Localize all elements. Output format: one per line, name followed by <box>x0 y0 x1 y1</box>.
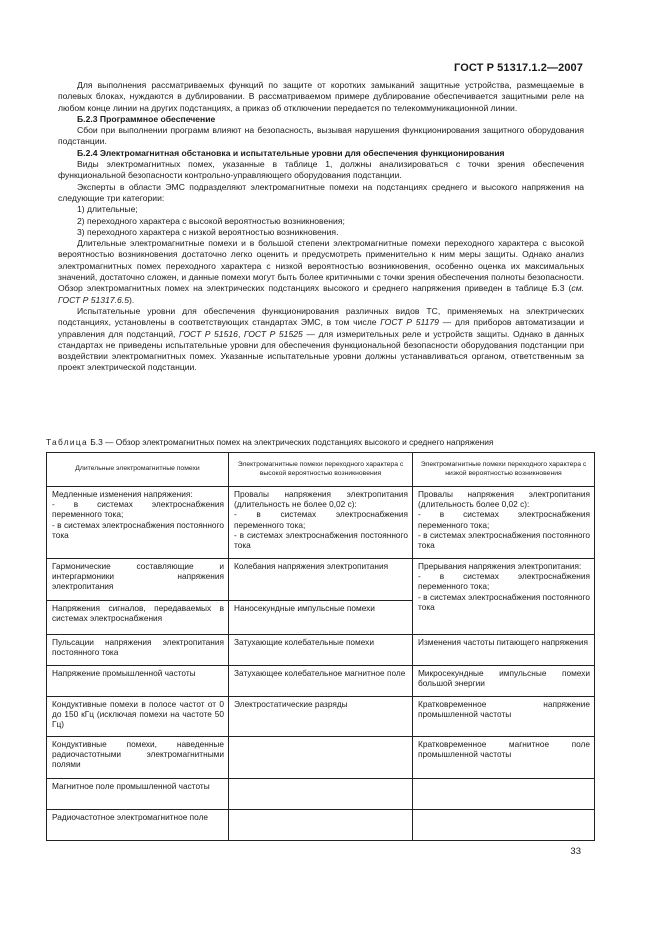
paragraph: Сбои при выполнении программ влияют на безопасность, вызывая нарушения функционирования защитного оборудования подстанции. <box>58 125 584 147</box>
list-item: 1) длительные; <box>77 204 138 215</box>
paragraph <box>58 306 584 374</box>
table-cell: Магнитное поле промышленной частоты <box>47 779 229 810</box>
table-cell <box>229 810 413 841</box>
table-cell: Радиочастотное электромагнитное поле <box>47 810 229 841</box>
page-number: 33 <box>570 846 581 857</box>
standard-reference: ГОСТ Р 51179 <box>380 317 439 328</box>
list-item: 3) переходного характера с низкой вероятностью возникновения. <box>77 226 339 237</box>
column-header: Электромагнитные помехи переходного характера с низкой вероятностью возникновения <box>413 453 595 487</box>
table-cell: Электростатические разряды <box>229 697 413 737</box>
table-cell: Гармонические составляющие и интергармоники напряжения электропитания <box>47 559 229 601</box>
cell-line: Провалы напряжения электропитания (длительность более 0,02 с): <box>418 489 590 510</box>
table-cell <box>413 810 595 841</box>
table-row <box>47 635 595 666</box>
table-cell <box>229 487 413 559</box>
text-run: , <box>237 328 244 339</box>
table-row <box>47 697 595 737</box>
standard-reference: ГОСТ Р 51525 <box>243 328 303 339</box>
table-header-row <box>47 453 595 487</box>
cell-line: - в системах электроснабжения постоянного тока <box>418 529 590 551</box>
table-caption-label: Таблица <box>46 437 88 447</box>
text-run: ). <box>128 294 135 305</box>
paragraph: Для выполнения рассматриваемых функций по защите от коротких замыканий защитные устройства, размещаемые в полевых блоках, нуждаются в дублировании. В рассматриваемом примере дублирование обеспечивается защитными реле на любом конце линии на других подстанциях, а приказ об отключении передается по телекоммуникационной линии. <box>58 80 584 113</box>
table-row <box>47 487 595 559</box>
table-cell <box>229 779 413 810</box>
table-caption <box>46 437 606 448</box>
text-run: Испытательные уровни для обеспечения функционирования различных видов ТС, применяемых на электрических подстанциях, установлены в соответствующих стандартах ЭМС, в том числе <box>58 305 584 328</box>
table-cell: Кратковременное магнитное поле промышленной частоты <box>413 737 595 779</box>
cell-line: - в системах электроснабжения переменного тока; <box>418 509 590 530</box>
standard-reference: см. ГОСТ Р 51317.6.5 <box>58 283 584 305</box>
text-run: — для измерительных реле и устройств защиты. Однако в данных стандартах не приведены испытательные уровни для обеспечения функциональной безопасности оборудования подстанции при воздействии электромагнитных помех. Указанные испытательные уровни должны устанавливаться органом, ответственным за проект электрической подстанции. <box>58 328 585 373</box>
standard-reference: ГОСТ Р 51516 <box>178 328 238 339</box>
table-row <box>47 737 595 779</box>
paragraph: Эксперты в области ЭМС подразделяют электромагнитные помехи на подстанциях среднего и высокого напряжения на следующие три категории: <box>58 181 584 203</box>
cell-line: - в системах электроснабжения постоянного тока <box>52 519 224 540</box>
table-cell <box>413 559 595 635</box>
emi-table <box>46 452 595 841</box>
table-cell <box>229 737 413 779</box>
table-row <box>47 779 595 810</box>
table-row <box>47 810 595 841</box>
table-row <box>47 666 595 697</box>
table-cell: Пульсации напряжения электропитания постоянного тока <box>47 635 229 666</box>
cell-line: Провалы напряжения электропитания (длительность не более 0,02 с): <box>234 489 408 510</box>
cell-line: - в системах электроснабжения постоянного тока <box>418 591 590 612</box>
text-run: Длительные электромагнитные помехи и в большой степени электромагнитные помехи переходного характера с высокой вероятностью возникновения достаточно легко оценить и предусмотреть применительно к ним меры защиты. Однако анализ электромагнитных помех переходного характера с низкой вероятностью возникновения, особенно оценка их максимальных значений, достаточно сложен, и данные помехи могут быть более критичными с точки зрения обеспечения полноты безопасности. Обзор электромагнитных помех на электрических подстанциях высокого и среднего напряжения приведен в таблице Б.3 ( <box>58 238 584 294</box>
table-cell: Наносекундные импульсные помехи <box>229 601 413 635</box>
table-cell: Напряжения сигналов, передаваемых в системах электроснабжения <box>47 601 229 635</box>
standard-number-header: ГОСТ Р 51317.1.2—2007 <box>454 62 583 74</box>
table-cell: Затухающее колебательное магнитное поле <box>229 666 413 697</box>
cell-line: Медленные изменения напряжения: <box>52 489 193 499</box>
table-caption-text: Б.3 — Обзор электромагнитных помех на электрических подстанциях высокого и среднего напряжения <box>87 437 494 447</box>
table-cell: Напряжение промышленной частоты <box>47 666 229 697</box>
table-cell <box>413 487 595 559</box>
column-header: Длительные электромагнитные помехи <box>47 453 229 487</box>
column-header: Электромагнитные помехи переходного характера с высокой вероятностью возникновения <box>229 453 413 487</box>
list-item: 2) переходного характера с высокой вероятностью возникновения; <box>77 215 345 226</box>
cell-line: - в системах электроснабжения переменного тока; <box>234 509 408 530</box>
table-cell <box>47 487 229 559</box>
table-cell: Кондуктивные помехи в полосе частот от 0 до 150 кГц (исключая помехи на частоте 50 Гц) <box>47 697 229 737</box>
cell-line: - в системах электроснабжения переменного тока; <box>52 499 224 520</box>
section-heading: Б.2.3 Программное обеспечение <box>77 113 216 124</box>
paragraph: Виды электромагнитных помех, указанные в таблице 1, должны анализироваться с точки зрения обеспечения функциональной безопасности контрольно-управляющего оборудования подстанции. <box>58 159 584 181</box>
table-cell: Микросекундные импульсные помехи большой энергии <box>413 666 595 697</box>
section-heading: Б.2.4 Электромагнитная обстановка и испытательные уровни для обеспечения функционирования <box>77 147 505 158</box>
text-run: — для приборов автоматизации и управления для подстанций, <box>58 317 585 339</box>
body-text <box>58 80 584 374</box>
table-cell: Кратковременное напряжение промышленной частоты <box>413 697 595 737</box>
cell-line: - в системах электроснабжения постоянного тока <box>234 529 408 551</box>
table-cell: Колебания напряжения электропитания <box>229 559 413 601</box>
paragraph <box>58 238 584 306</box>
table-cell <box>413 779 595 810</box>
table-row <box>47 559 595 601</box>
cell-line: - в системах электроснабжения переменного тока; <box>418 571 590 592</box>
table-cell: Изменения частоты питающего напряжения <box>413 635 595 666</box>
table-cell: Затухающие колебательные помехи <box>229 635 413 666</box>
cell-line: Прерывания напряжения электропитания: <box>418 561 582 571</box>
table-cell: Кондуктивные помехи, наведенные радиочастотными электромагнитными полями <box>47 737 229 779</box>
